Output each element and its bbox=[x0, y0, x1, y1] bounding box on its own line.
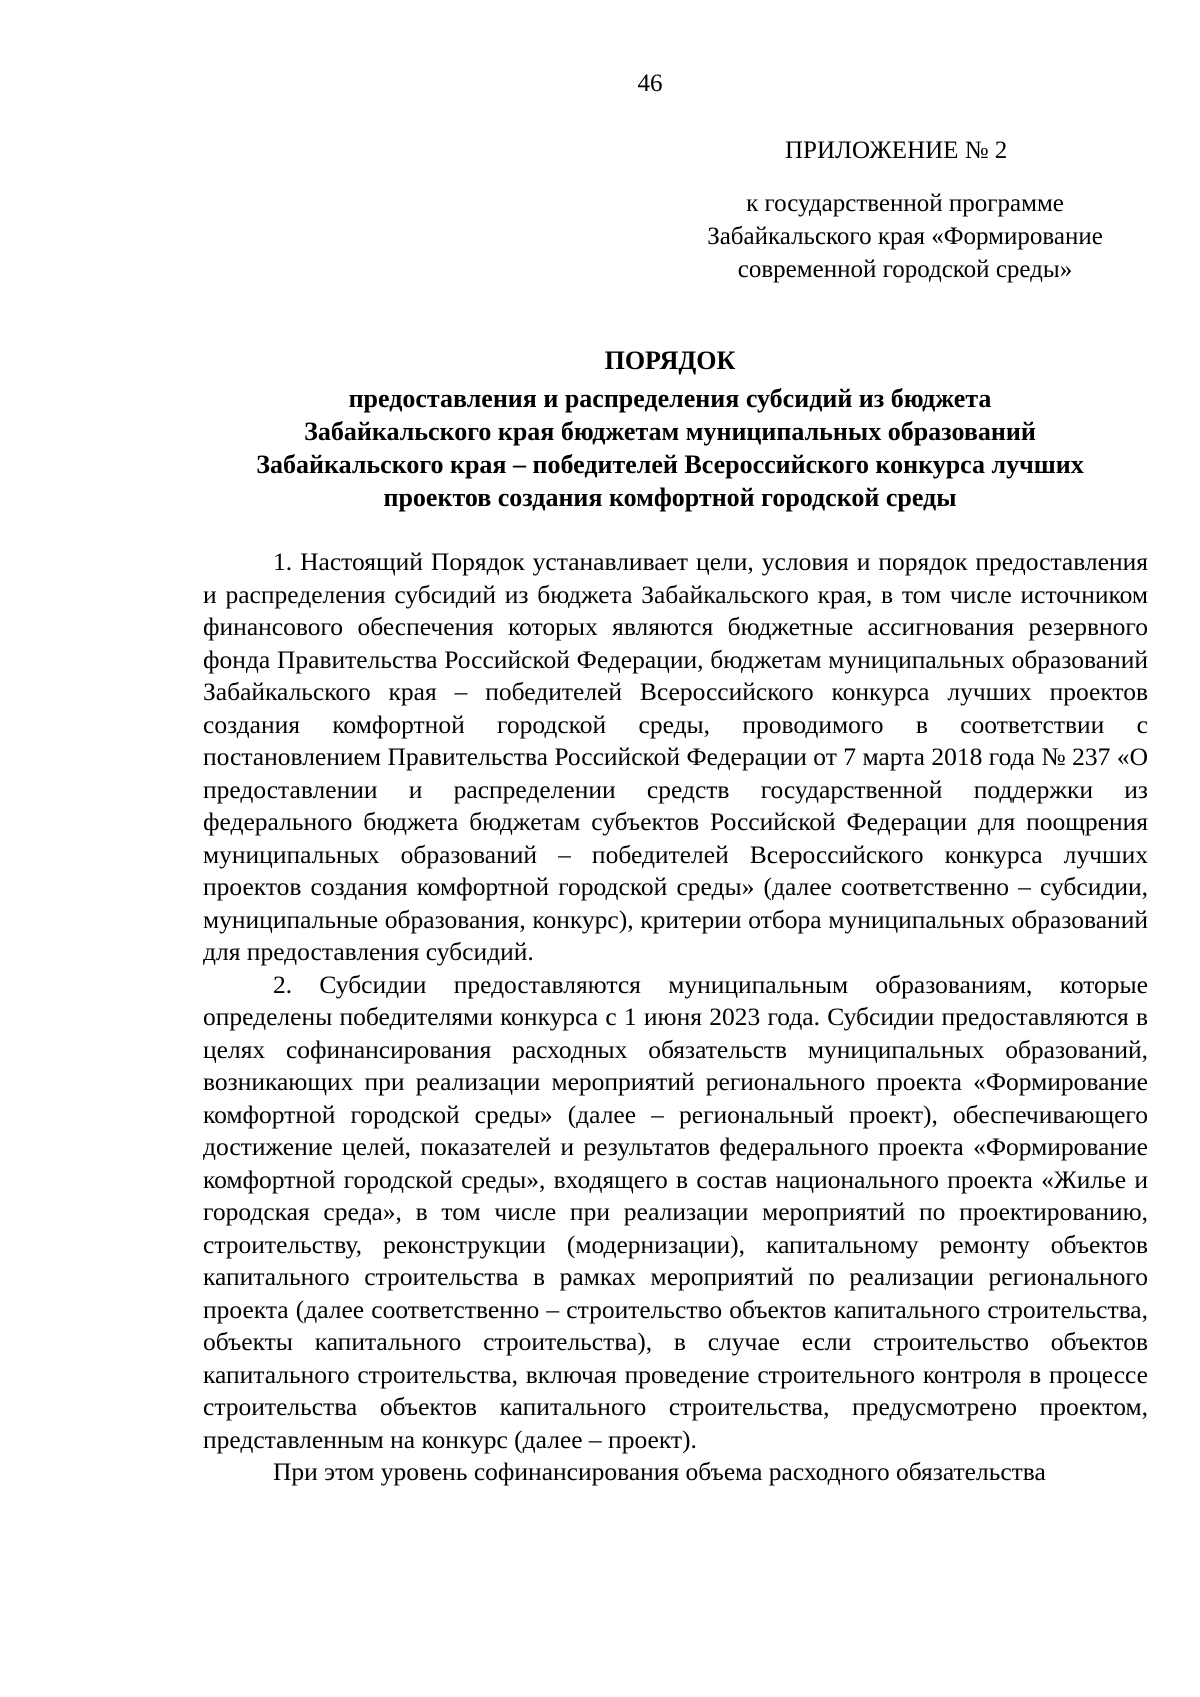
subtitle-line: Забайкальского края бюджетам муниципальных образований bbox=[304, 417, 1036, 446]
page-number: 46 bbox=[637, 70, 663, 97]
annex-subtitle: к государственной программе Забайкальского края «Формирование современной городской среды» bbox=[707, 190, 1103, 283]
paragraph-2: 2. Субсидии предоставляются муниципальным образованиям, которые определены победителями конкурса с 1 июня 2023 года. Субсидии предоставляются в целях софинансирования расходных обязательств муниципальных образований, возникающих при реализации мероприятий регионального проекта «Формирование комфортной городской среды» (далее – региональный проект), обеспечивающего достижение целей, показателей и результатов федерального проекта «Формирование комфортной городской среды», входящего в состав национального проекта «Жилье и городская среда», в том числе при реализации мероприятий по проектированию, строительству, реконструкции (модернизации), капитальному ремонту объектов капитального строительства в рамках мероприятий по реализации регионального проекта (далее соответственно – строительство объектов капитального строительства, объекты капитального строительства), в случае если строительство объектов капитального строительства, включая проведение строительного контроля в процессе строительства объектов капитального строительства, предусмотрено проектом, представленным на конкурс (далее – проект). bbox=[203, 969, 1148, 1454]
document-subtitle bbox=[200, 382, 1140, 514]
document-body bbox=[203, 546, 1148, 1489]
paragraph-1: 1. Настоящий Порядок устанавливает цели, условия и порядок предоставления и распределения субсидий из бюджета Забайкальского края, в том числе источником финансового обеспечения которых являются бюджетные ассигнования резервного фонда Правительства Российской Федерации, бюджетам муниципальных образований Забайкальского края – победителей Всероссийского конкурса лучших проектов создания комфортной городской среды, проводимого в соответствии с постановлением Правительства Российской Федерации от 7 марта 2018 года № 237 «О предоставлении и распределении средств государственной поддержки из федерального бюджета бюджетам субъектов Российской Федерации для поощрения муниципальных образований – победителей Всероссийского конкурса лучших проектов создания комфортной городской среды» (далее соответственно – субсидии, муниципальные образования, конкурс), критерии отбора муниципальных образований для предоставления субсидий. bbox=[203, 547, 1148, 966]
subtitle-line: предоставления и распределения субсидий из бюджета bbox=[348, 384, 992, 413]
subtitle-line: проектов создания комфортной городской среды bbox=[383, 483, 957, 512]
subtitle-line: Забайкальского края – победителей Всероссийского конкурса лучших bbox=[256, 450, 1084, 479]
document-title: ПОРЯДОК bbox=[604, 346, 736, 375]
annex-title: ПРИЛОЖЕНИЕ № 2 bbox=[785, 137, 1008, 164]
paragraph-3: При этом уровень софинансирования объема расходного обязательства bbox=[273, 1457, 1046, 1486]
